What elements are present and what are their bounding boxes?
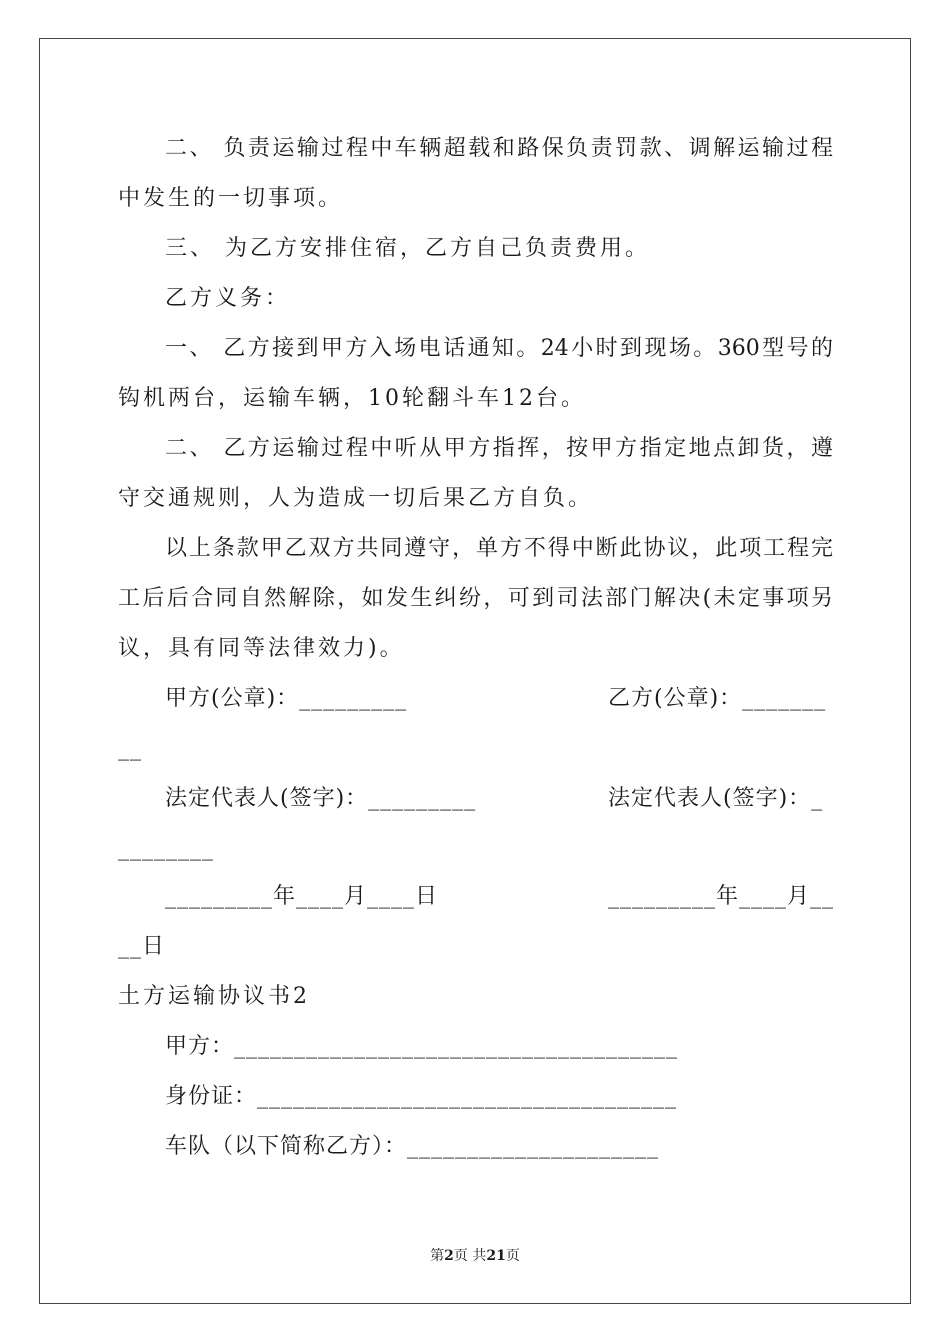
paragraph-line: 议，具有同等法律效力)。 [118, 636, 405, 661]
footer-suffix: 页 [505, 1248, 520, 1264]
paragraph-line: 二、 负责运输过程中车辆超载和路保负责罚款、调解运输过程 [165, 136, 833, 161]
footer-prefix: 第 [430, 1248, 445, 1264]
date-underline: __日 [118, 934, 166, 959]
paragraph-line: 以上条款甲乙双方共同遵守，单方不得中断此协议，此项工程完 [165, 536, 833, 561]
paragraph-line: 一、 乙方接到甲方入场电话通知。24小时到现场。360型号的 [165, 336, 833, 361]
signature-underline: ________ [118, 836, 214, 861]
party-a-seal-field: 甲方(公章)：_________ [165, 686, 408, 711]
paragraph-line: 三、 为乙方安排住宿，乙方自己负责费用。 [165, 236, 650, 261]
paragraph-line: 钩机两台，运输车辆，10轮翻斗车12台。 [118, 386, 586, 411]
page-footer [0, 1246, 950, 1266]
party-a-field: 甲方：_____________________________________ [165, 1034, 679, 1059]
fleet-field: 车队（以下简称乙方）：_____________________ [165, 1134, 660, 1159]
party-a-representative-field: 法定代表人(签字)：_________ [165, 786, 477, 811]
paragraph-line: 中发生的一切事项。 [118, 186, 344, 211]
page-border [39, 38, 911, 1304]
party-b-date-field: _________年____月__ [608, 884, 835, 909]
signature-underline: __ [118, 736, 142, 761]
paragraph-line: 守交通规则，人为造成一切后果乙方自负。 [118, 486, 594, 511]
document-title: 土方运输协议书2 [118, 984, 310, 1009]
party-b-representative-field: 法定代表人(签字)：_ [608, 786, 824, 811]
party-b-seal-field: 乙方(公章)：_______ [608, 686, 827, 711]
total-page-count: 21 [486, 1248, 506, 1264]
id-card-field: 身份证：___________________________________ [165, 1084, 678, 1109]
current-page-number: 2 [444, 1248, 454, 1264]
footer-middle: 页 共 [453, 1248, 487, 1264]
section-heading: 乙方义务： [165, 286, 291, 311]
party-a-date-field: _________年____月____日 [165, 884, 439, 909]
paragraph-line: 工后后合同自然解除，如发生纠纷，可到司法部门解决(未定事项另 [118, 586, 833, 611]
paragraph-line: 二、 乙方运输过程中听从甲方指挥，按甲方指定地点卸货，遵 [165, 436, 833, 461]
